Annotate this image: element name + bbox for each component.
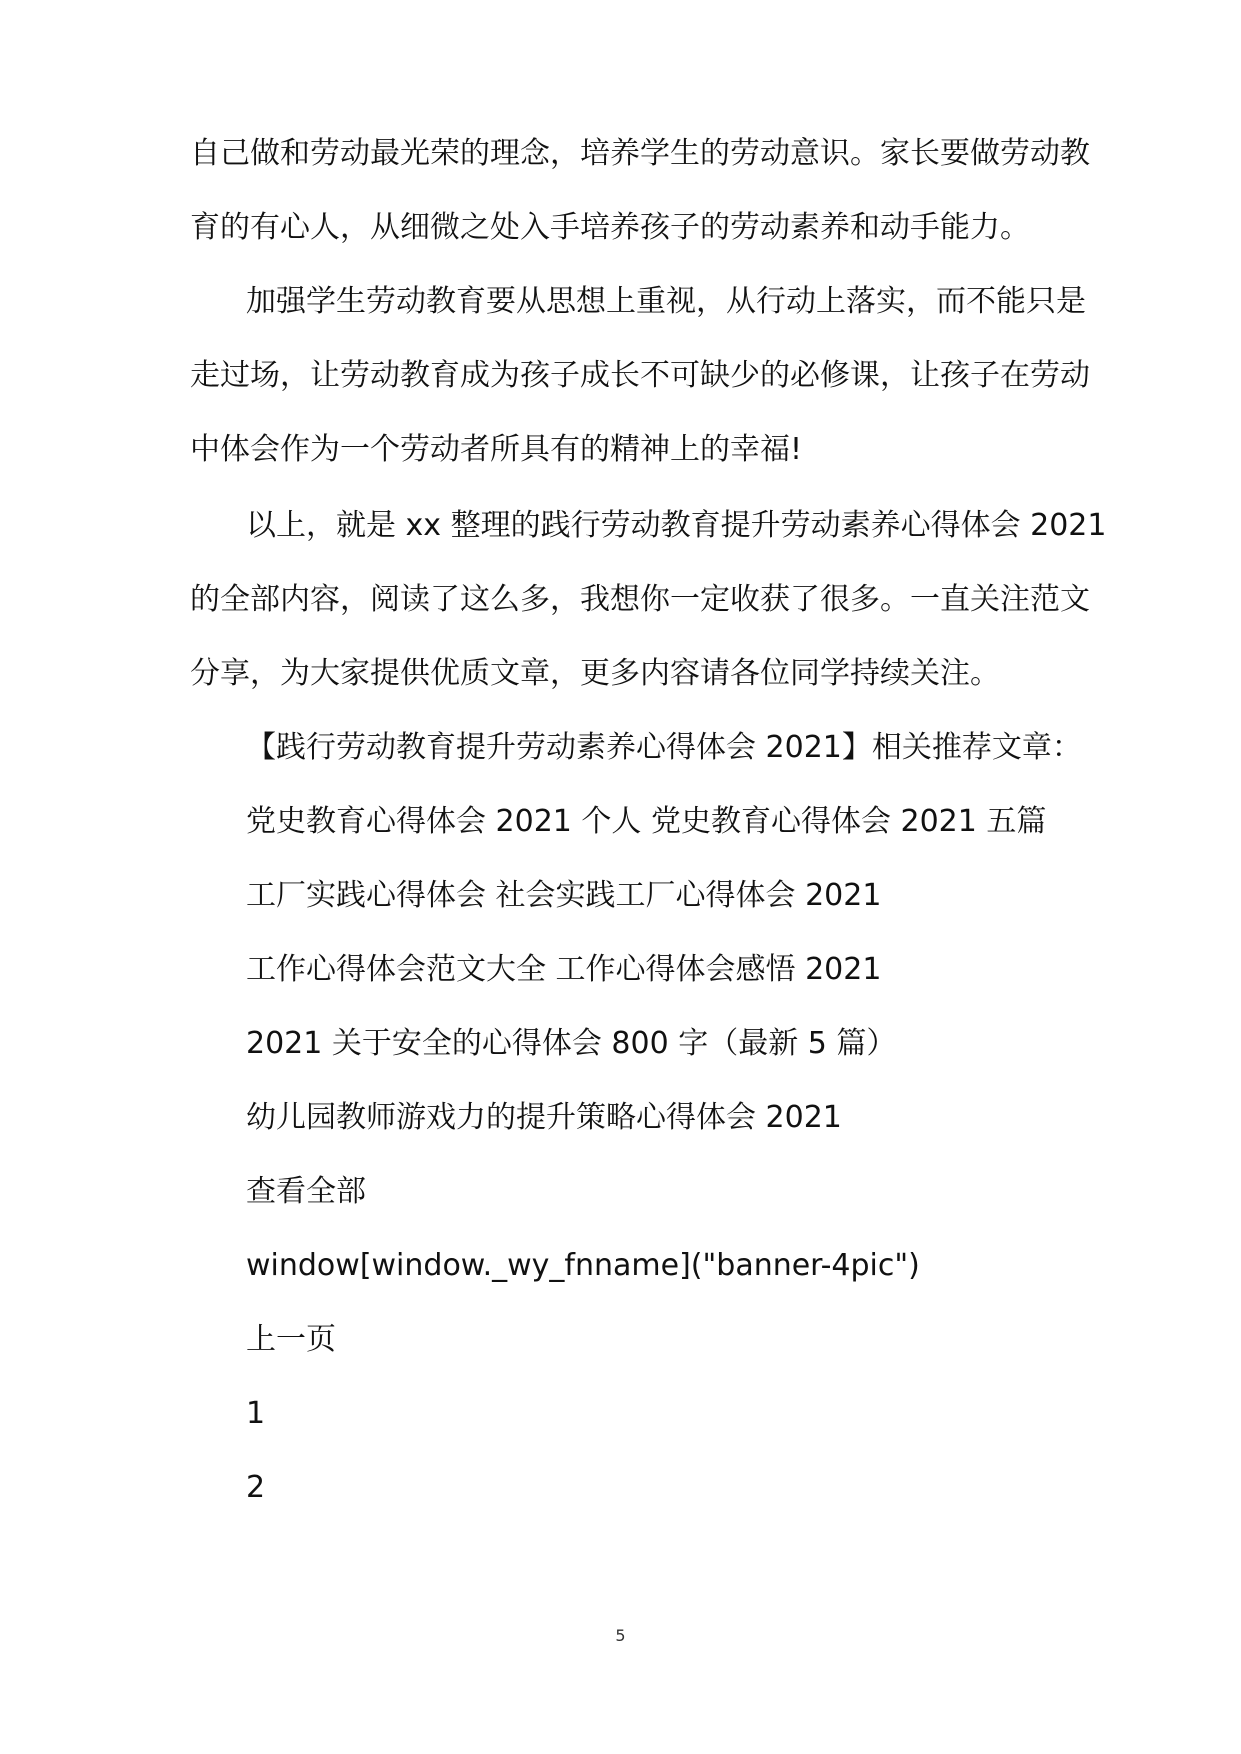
paragraph-1-line-2: 育的有心人，从细微之处入手培养孩子的劳动素养和动手能力。 bbox=[190, 210, 1030, 245]
view-all-link[interactable]: 查看全部 bbox=[246, 1174, 366, 1209]
related-article-link[interactable]: 2021 关于安全的心得体会 800 字（最新 5 篇） bbox=[246, 1026, 897, 1061]
paragraph-1-line-1: 自己做和劳动最光荣的理念，培养学生的劳动意识。家长要做劳动教 bbox=[190, 136, 1090, 171]
paragraph-3-line-1: 以上，就是 xx 整理的践行劳动教育提升劳动素养心得体会 2021 bbox=[246, 508, 1107, 543]
script-text: window[window._wy_fnname]("banner-4pic") bbox=[246, 1248, 920, 1283]
related-articles-heading: 【践行劳动教育提升劳动素养心得体会 2021】相关推荐文章： bbox=[246, 730, 1082, 765]
related-article-link[interactable]: 党史教育心得体会 2021 个人 党史教育心得体会 2021 五篇 bbox=[246, 804, 1047, 839]
related-article-link[interactable]: 工作心得体会范文大全 工作心得体会感悟 2021 bbox=[246, 952, 882, 987]
paragraph-2-line-2: 走过场，让劳动教育成为孩子成长不可缺少的必修课，让孩子在劳动 bbox=[190, 358, 1090, 393]
page-link-1[interactable]: 1 bbox=[246, 1396, 266, 1431]
paragraph-3-line-2: 的全部内容，阅读了这么多，我想你一定收获了很多。一直关注范文 bbox=[190, 582, 1090, 617]
page-number: 5 bbox=[615, 1626, 626, 1645]
paragraph-2-line-3: 中体会作为一个劳动者所具有的精神上的幸福! bbox=[190, 432, 803, 467]
related-article-link[interactable]: 幼儿园教师游戏力的提升策略心得体会 2021 bbox=[246, 1100, 842, 1135]
paragraph-3-line-3: 分享，为大家提供优质文章，更多内容请各位同学持续关注。 bbox=[190, 656, 1000, 691]
page-link-2[interactable]: 2 bbox=[246, 1470, 266, 1505]
paragraph-2-line-1: 加强学生劳动教育要从思想上重视，从行动上落实，而不能只是 bbox=[246, 284, 1086, 319]
related-article-link[interactable]: 工厂实践心得体会 社会实践工厂心得体会 2021 bbox=[246, 878, 882, 913]
previous-page-link[interactable]: 上一页 bbox=[246, 1322, 336, 1357]
